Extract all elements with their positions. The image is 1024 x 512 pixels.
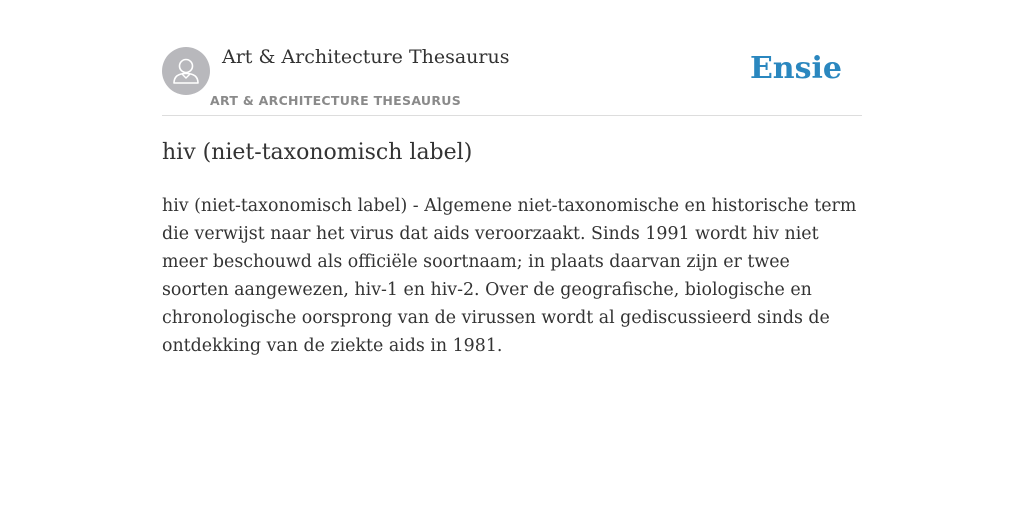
ensie-logo[interactable]: Ensie: [749, 51, 842, 86]
entry-header: [162, 0, 862, 116]
author-avatar[interactable]: [162, 47, 210, 95]
entry-body: hiv (niet-taxonomisch label) - Algemene niet-taxonomische en historische term die verwijst naar het virus dat aids veroorzaakt. Sinds 1991 wordt hiv niet meer beschouwd als officiële soortnaam; in plaats daarvan zijn er twee soorten aangewezen, hiv-1 en hiv-2. Over de geografische, biologische en chronologische oorsprong van de virussen wordt al gediscussieerd sinds de ontdekking van de ziekte aids in 1981.: [162, 196, 857, 356]
user-silhouette-icon: [162, 47, 210, 95]
source-label[interactable]: ART & ARCHITECTURE THESAURUS: [210, 93, 462, 108]
page-container: [162, 0, 862, 356]
entry-title: hiv (niet-taxonomisch label): [162, 140, 473, 165]
author-name[interactable]: Art & Architecture Thesaurus: [222, 46, 510, 68]
